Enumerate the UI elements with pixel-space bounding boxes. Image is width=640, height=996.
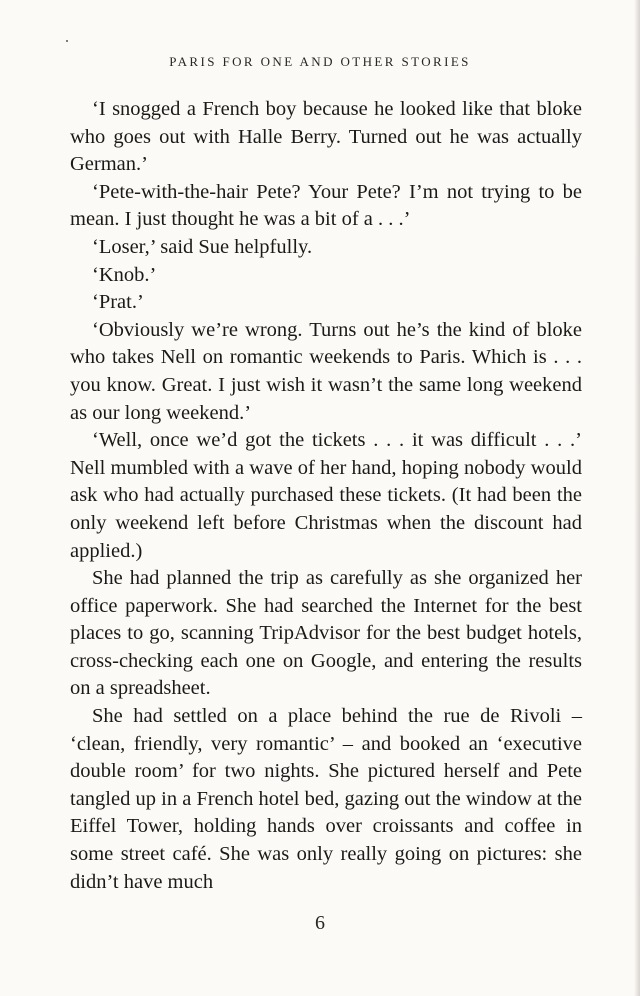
page-edge-shadow (634, 0, 640, 996)
paragraph: ‘Well, once we’d got the tickets . . . it was difficult . . .’ Nell mumbled with a wave of her hand, hoping nobody would ask who had actually purchased these tickets. (It had been the only weekend left before Christmas when the discount had applied.) (70, 429, 582, 562)
paragraph: She had settled on a place behind the rue de Rivoli – ‘clean, friendly, very romantic’ – and booked an ‘executive double room’ for two nights. She pictured herself and Pete tangled up in a French hotel bed, gazing out the window at the Eiffel Tower, holding hands over croissants and coffee in some street café. She was only really going on pictures: she didn’t have much (70, 705, 582, 893)
page-number: 6 (315, 912, 325, 934)
print-speck (66, 40, 68, 42)
paragraph: She had planned the trip as carefully as she organized her office paperwork. She had searched the Internet for the best places to go, scanning TripAdvisor for the best budget hotels, cross-checking each one on Google, and entering the results on a spreadsheet. (70, 567, 582, 700)
running-header: PARIS FOR ONE AND OTHER STORIES (169, 54, 471, 69)
body-text (70, 96, 582, 896)
paragraph: ‘Pete-with-the-hair Pete? Your Pete? I’m not trying to be mean. I just thought he was a bit of a . . .’ (70, 180, 582, 231)
paragraph: ‘Loser,’ said Sue helpfully. (92, 235, 313, 258)
paragraph: ‘Knob.’ (92, 263, 157, 286)
paragraph: ‘Obviously we’re wrong. Turns out he’s the kind of bloke who takes Nell on romantic weekends to Paris. Which is . . . you know. Great. I just wish it wasn’t the same long weekend as our long weekend.’ (70, 318, 582, 424)
paragraph: ‘Prat.’ (92, 291, 144, 314)
paragraph: ‘I snogged a French boy because he looked like that bloke who goes out with Halle Berry. Turned out he was actually German.’ (70, 98, 582, 176)
